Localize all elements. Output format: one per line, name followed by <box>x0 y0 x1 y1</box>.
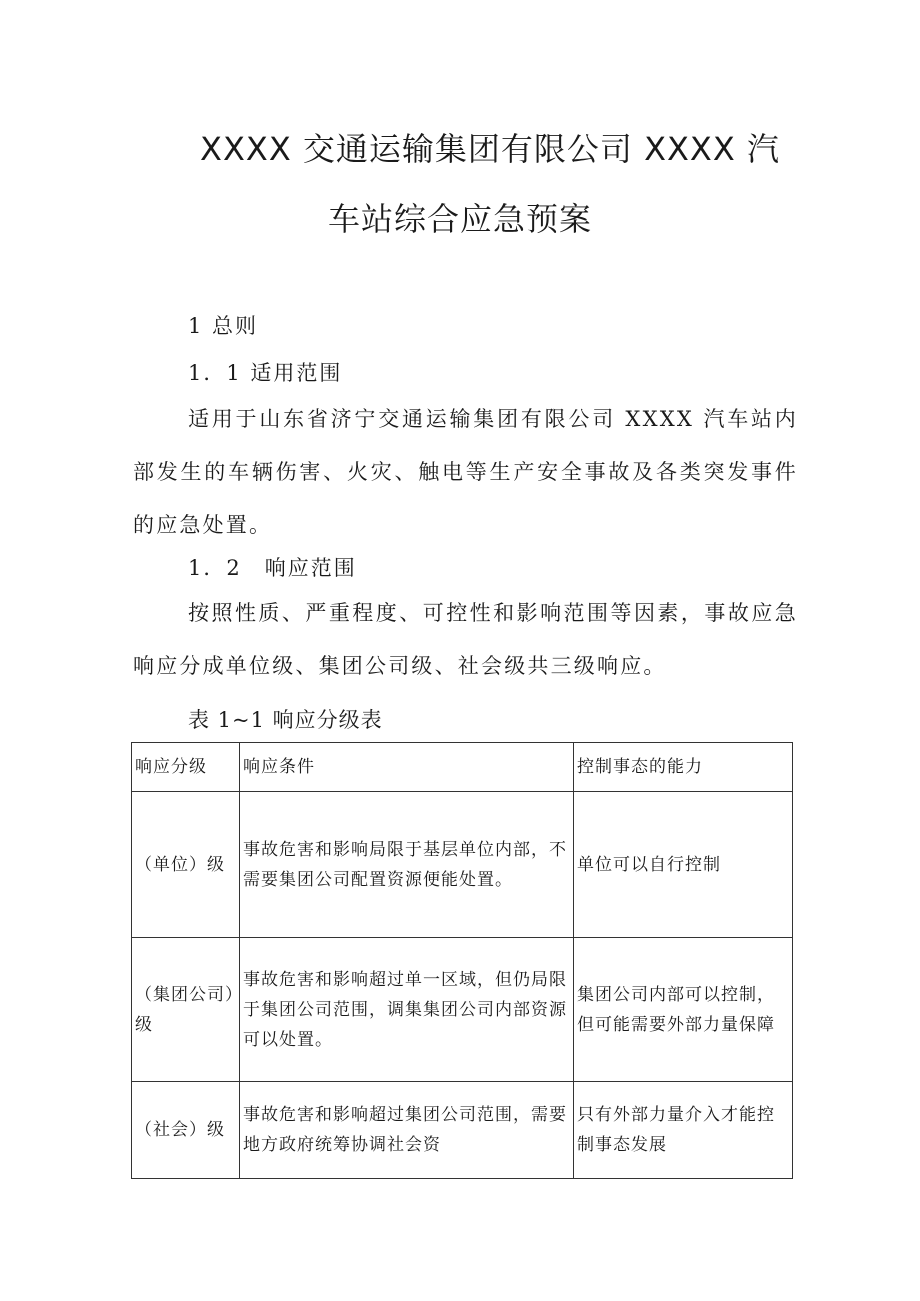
table-row <box>132 792 793 938</box>
control-capability-cell: 集团公司内部可以控制，但可能需要外部力量保障 <box>574 938 793 1082</box>
response-condition-cell: 事故危害和影响超过集团公司范围，需要地方政府统筹协调社会资 <box>240 1082 574 1179</box>
table-row <box>132 1082 793 1179</box>
section-1-2-heading: 1．2 响应范围 <box>188 556 357 580</box>
table-row <box>132 938 793 1082</box>
response-condition-cell: 事故危害和影响超过单一区域，但仍局限于集团公司范围，调集集团公司内部资源可以处置。 <box>240 938 574 1082</box>
table-header-cell: 响应条件 <box>240 743 574 792</box>
table-caption: 表 1~1 响应分级表 <box>188 708 383 732</box>
section-1-1-heading: 1．1 适用范围 <box>188 361 343 385</box>
document-title-line-2: 车站综合应急预案 <box>327 200 592 238</box>
section-1-1-body: 适用于山东省济宁交通运输集团有限公司 XXXX 汽车站内部发生的车辆伤害、火灾、触电等生产安全事故及各类突发事件的应急处置。 <box>133 407 798 537</box>
response-level-cell: （集团公司）级 <box>132 938 240 1082</box>
response-level-cell: （社会）级 <box>132 1082 240 1179</box>
table-header-cell: 响应分级 <box>132 743 240 792</box>
table-header-row <box>132 743 793 792</box>
section-1-2-body: 按照性质、严重程度、可控性和影响范围等因素，事故应急响应分成单位级、集团公司级、社会级共三级响应。 <box>133 601 798 678</box>
response-level-cell: （单位）级 <box>132 792 240 938</box>
response-condition-cell: 事故危害和影响局限于基层单位内部，不需要集团公司配置资源便能处置。 <box>240 792 574 938</box>
control-capability-cell: 单位可以自行控制 <box>574 792 793 938</box>
section-1-heading: 1 总则 <box>188 314 259 338</box>
response-level-table <box>131 742 793 1179</box>
table-header-cell: 控制事态的能力 <box>574 743 793 792</box>
document-title-line-1: XXXX 交通运输集团有限公司 XXXX 汽 <box>200 130 780 168</box>
control-capability-cell: 只有外部力量介入才能控制事态发展 <box>574 1082 793 1179</box>
